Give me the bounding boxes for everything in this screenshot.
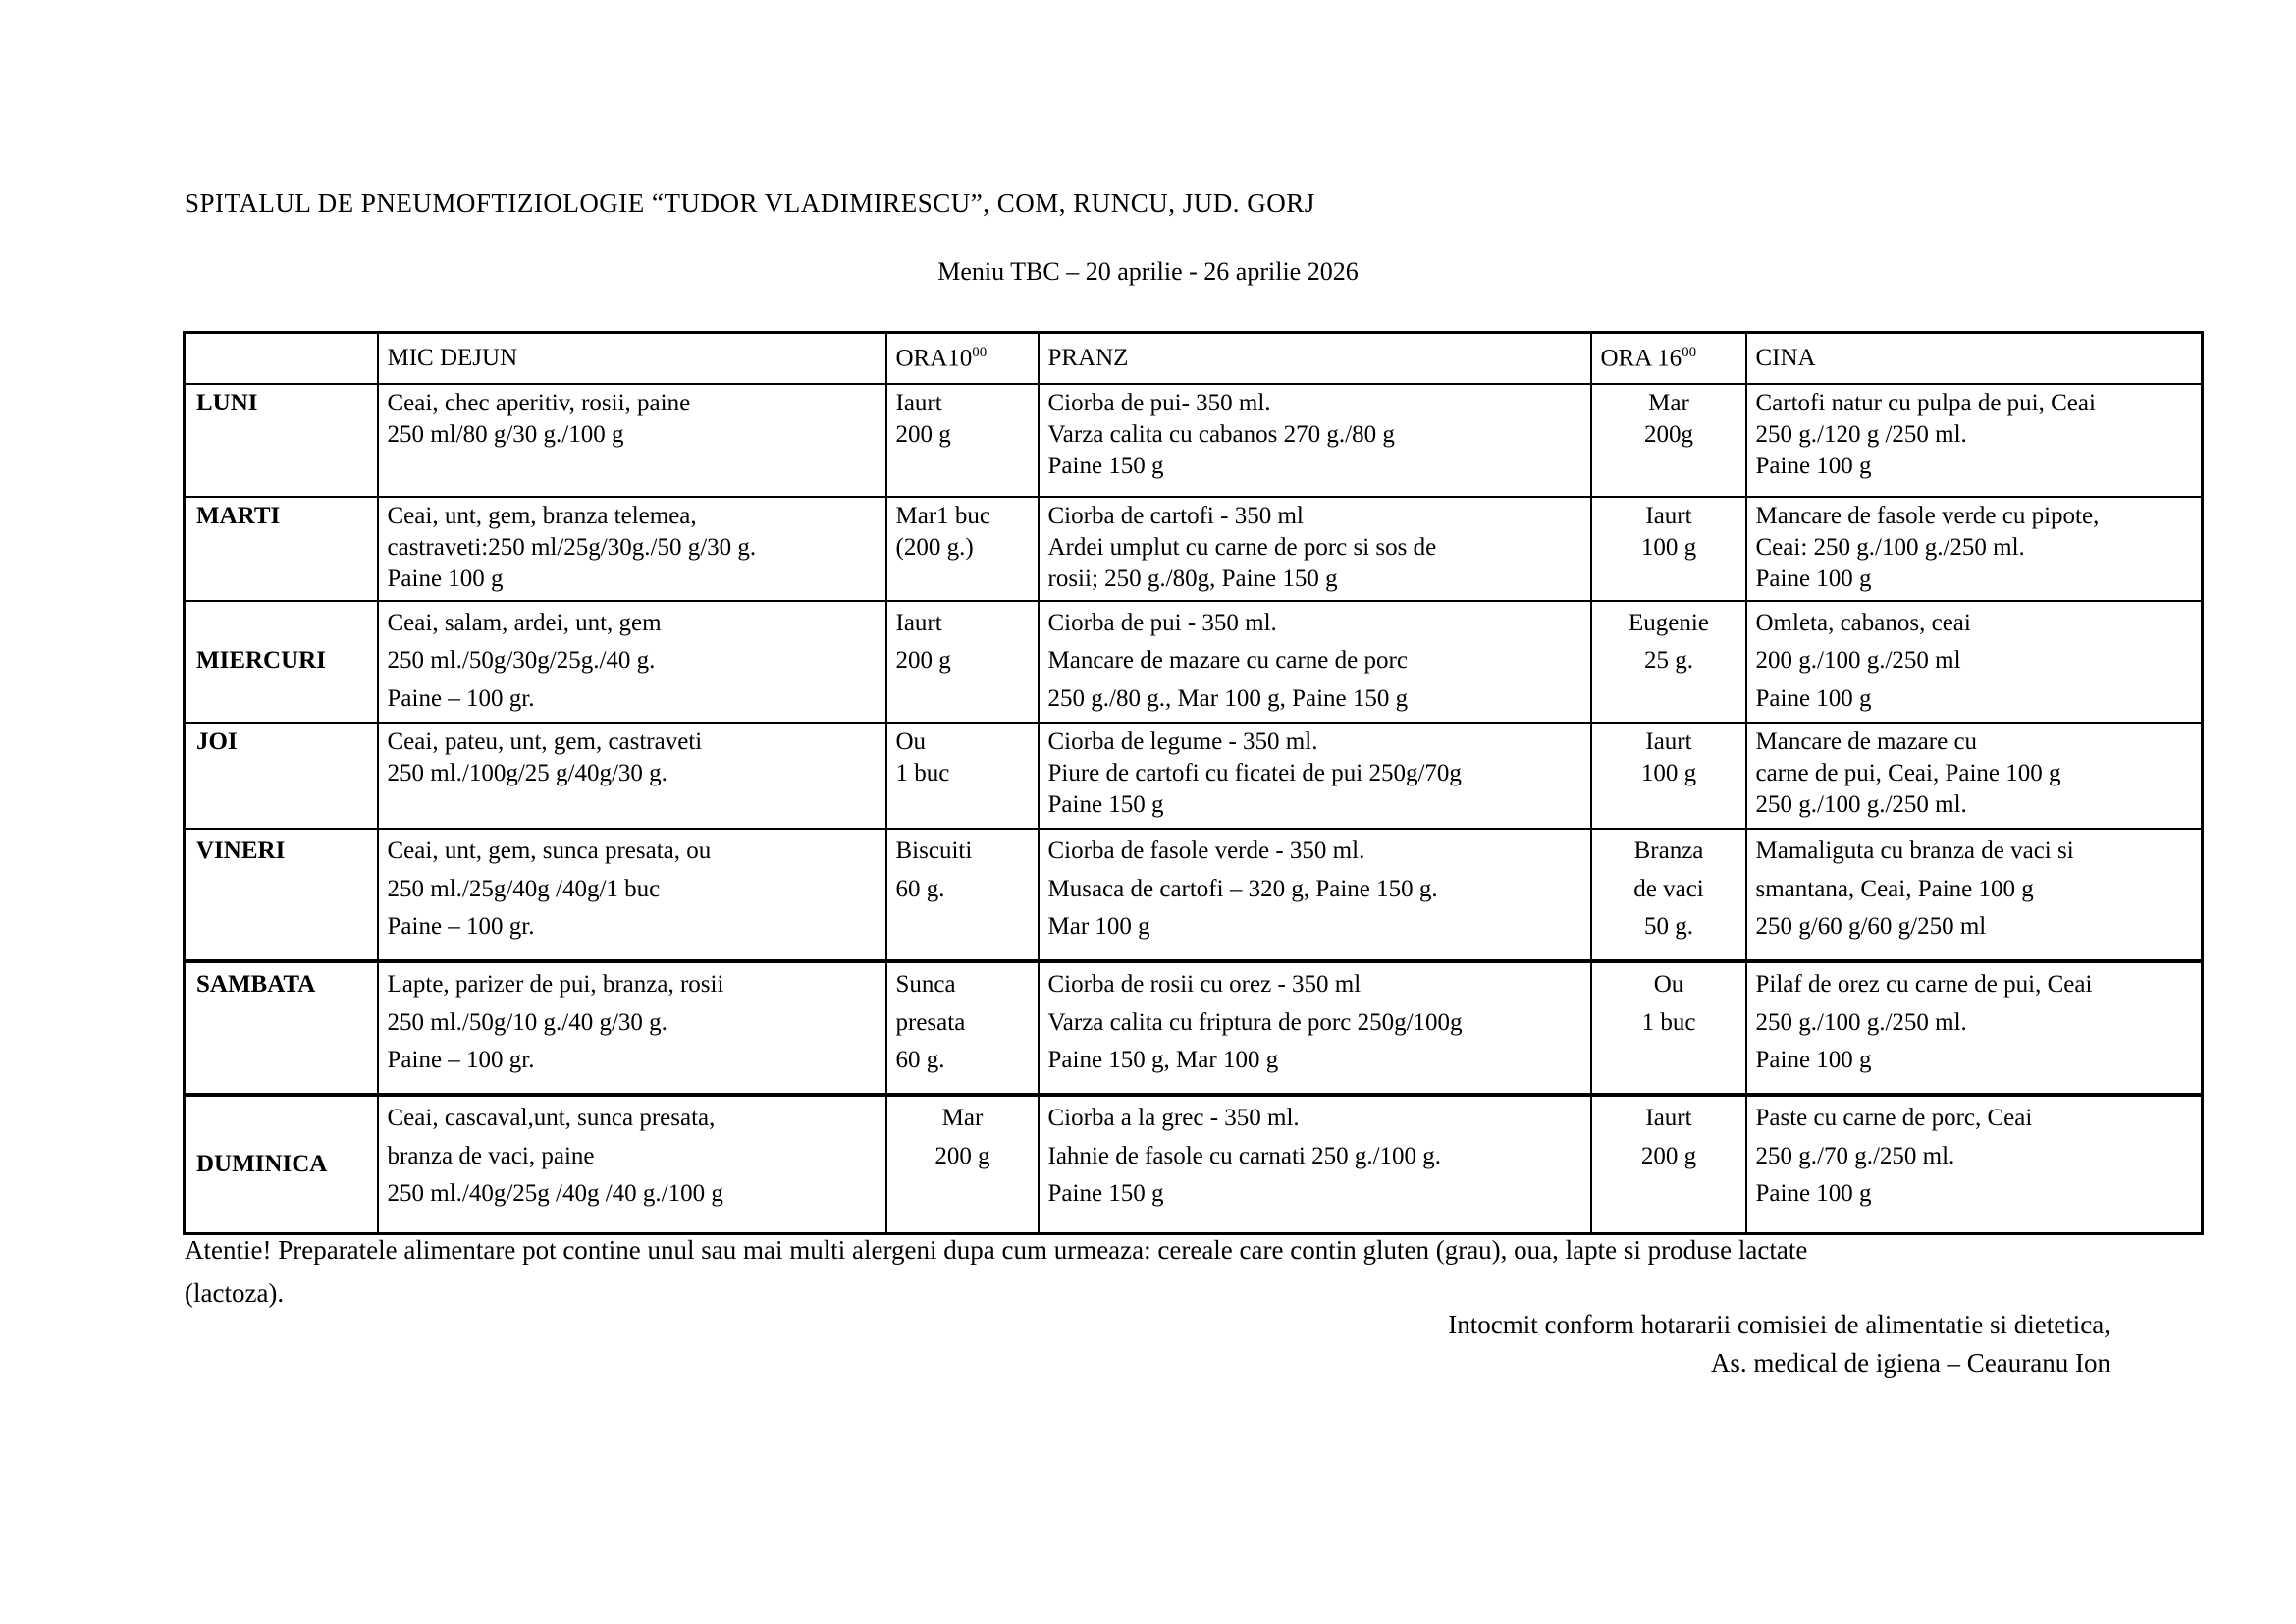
page-title: SPITALUL DE PNEUMOFTIZIOLOGIE “TUDOR VLADIMIRESCU”, COM, RUNCU, JUD. GORJ: [185, 189, 1315, 218]
header-pranz: PRANZ: [1039, 333, 1591, 384]
table-row: [185, 1095, 2203, 1234]
header-ora16-label: ORA 16: [1600, 344, 1682, 371]
ora16-cell: Mar 200g: [1591, 384, 1746, 497]
header-ora16-superscript: 00: [1682, 344, 1697, 360]
pranz-cell: Ciorba de rosii cu orez - 350 ml Varza calita cu friptura de porc 250g/100g Paine 150 g, Mar 100 g: [1039, 961, 1591, 1095]
table-row: [185, 384, 2203, 497]
page-subtitle: Meniu TBC – 20 aprilie - 26 aprilie 2026: [937, 257, 1359, 286]
day-cell: JOI: [185, 723, 378, 829]
cina-cell: Pilaf de orez cu carne de pui, Ceai 250 g./100 g./250 ml. Paine 100 g: [1746, 961, 2203, 1095]
ora10-cell: Mar1 buc (200 g.): [886, 497, 1039, 601]
header-row: [185, 333, 2203, 384]
ora10-cell: Biscuiti 60 g.: [886, 829, 1039, 961]
menu-table-body: [185, 384, 2203, 1234]
cina-cell: Mancare de mazare cu carne de pui, Ceai, Paine 100 g 250 g./100 g./250 ml.: [1746, 723, 2203, 829]
mic-dejun-cell: Ceai, salam, ardei, unt, gem 250 ml./50g/30g/25g./40 g. Paine – 100 gr.: [378, 601, 886, 723]
cina-cell: Omleta, cabanos, ceai 200 g./100 g./250 ml Paine 100 g: [1746, 601, 2203, 723]
ora10-cell: Sunca presata 60 g.: [886, 961, 1039, 1095]
ora16-cell: Branza de vaci 50 g.: [1591, 829, 1746, 961]
allergy-note: Atentie! Preparatele alimentare pot contine unul sau mai multi alergeni dupa cum urmeaza: cereale care contin gluten (grau), oua, lapte si produse lactate (lactoza).: [185, 1235, 1808, 1308]
ora10-cell: Mar 200 g: [886, 1095, 1039, 1234]
ora10-cell: Iaurt 200 g: [886, 601, 1039, 723]
table-row: [185, 961, 2203, 1095]
pranz-cell: Ciorba de legume - 350 ml. Piure de cartofi cu ficatei de pui 250g/70g Paine 150 g: [1039, 723, 1591, 829]
day-cell: DUMINICA: [185, 1095, 378, 1234]
signature-block: Intocmit conform hotararii comisiei de alimentatie si dietetica, As. medical de igiena – Ceauranu Ion: [1448, 1310, 2110, 1379]
header-ora10: [886, 333, 1039, 384]
ora16-cell: Iaurt 100 g: [1591, 723, 1746, 829]
mic-dejun-cell: Ceai, pateu, unt, gem, castraveti 250 ml./100g/25 g/40g/30 g.: [378, 723, 886, 829]
header-day: [185, 333, 378, 384]
pranz-cell: Ciorba de cartofi - 350 ml Ardei umplut cu carne de porc si sos de rosii; 250 g./80g, Paine 150 g: [1039, 497, 1591, 601]
header-ora10-superscript: 00: [972, 344, 988, 360]
mic-dejun-cell: Ceai, chec aperitiv, rosii, paine 250 ml/80 g/30 g./100 g: [378, 384, 886, 497]
day-cell: MIERCURI: [185, 601, 378, 723]
ora16-cell: Eugenie 25 g.: [1591, 601, 1746, 723]
pranz-cell: Ciorba de pui - 350 ml. Mancare de mazare cu carne de porc 250 g./80 g., Mar 100 g, Paine 150 g: [1039, 601, 1591, 723]
cina-cell: Mamaliguta cu branza de vaci si smantana, Ceai, Paine 100 g 250 g/60 g/60 g/250 ml: [1746, 829, 2203, 961]
pranz-cell: Ciorba a la grec - 350 ml. Iahnie de fasole cu carnati 250 g./100 g. Paine 150 g: [1039, 1095, 1591, 1234]
ora16-cell: Iaurt 200 g: [1591, 1095, 1746, 1234]
table-row: [185, 723, 2203, 829]
day-cell: LUNI: [185, 384, 378, 497]
pranz-cell: Ciorba de pui- 350 ml. Varza calita cu cabanos 270 g./80 g Paine 150 g: [1039, 384, 1591, 497]
table-row: [185, 497, 2203, 601]
header-cina: CINA: [1746, 333, 2203, 384]
table-row: [185, 601, 2203, 723]
header-mic-dejun: MIC DEJUN: [378, 333, 886, 384]
pranz-cell: Ciorba de fasole verde - 350 ml. Musaca de cartofi – 320 g, Paine 150 g. Mar 100 g: [1039, 829, 1591, 961]
day-cell: SAMBATA: [185, 961, 378, 1095]
ora10-cell: Iaurt 200 g: [886, 384, 1039, 497]
header-ora16: [1591, 333, 1746, 384]
day-cell: MARTI: [185, 497, 378, 601]
ora16-cell: Iaurt 100 g: [1591, 497, 1746, 601]
day-cell: VINERI: [185, 829, 378, 961]
ora16-cell: Ou 1 buc: [1591, 961, 1746, 1095]
cina-cell: Cartofi natur cu pulpa de pui, Ceai 250 g./120 g /250 ml. Paine 100 g: [1746, 384, 2203, 497]
table-row: [185, 829, 2203, 961]
mic-dejun-cell: Lapte, parizer de pui, branza, rosii 250 ml./50g/10 g./40 g/30 g. Paine – 100 gr.: [378, 961, 886, 1095]
cina-cell: Mancare de fasole verde cu pipote, Ceai: 250 g./100 g./250 ml. Paine 100 g: [1746, 497, 2203, 601]
mic-dejun-cell: Ceai, cascaval,unt, sunca presata, branza de vaci, paine 250 ml./40g/25g /40g /40 g./100 g: [378, 1095, 886, 1234]
menu-table: [183, 331, 2204, 1235]
header-ora10-label: ORA10: [895, 344, 973, 371]
mic-dejun-cell: Ceai, unt, gem, branza telemea, castraveti:250 ml/25g/30g./50 g/30 g. Paine 100 g: [378, 497, 886, 601]
ora10-cell: Ou 1 buc: [886, 723, 1039, 829]
mic-dejun-cell: Ceai, unt, gem, sunca presata, ou 250 ml./25g/40g /40g/1 buc Paine – 100 gr.: [378, 829, 886, 961]
cina-cell: Paste cu carne de porc, Ceai 250 g./70 g./250 ml. Paine 100 g: [1746, 1095, 2203, 1234]
